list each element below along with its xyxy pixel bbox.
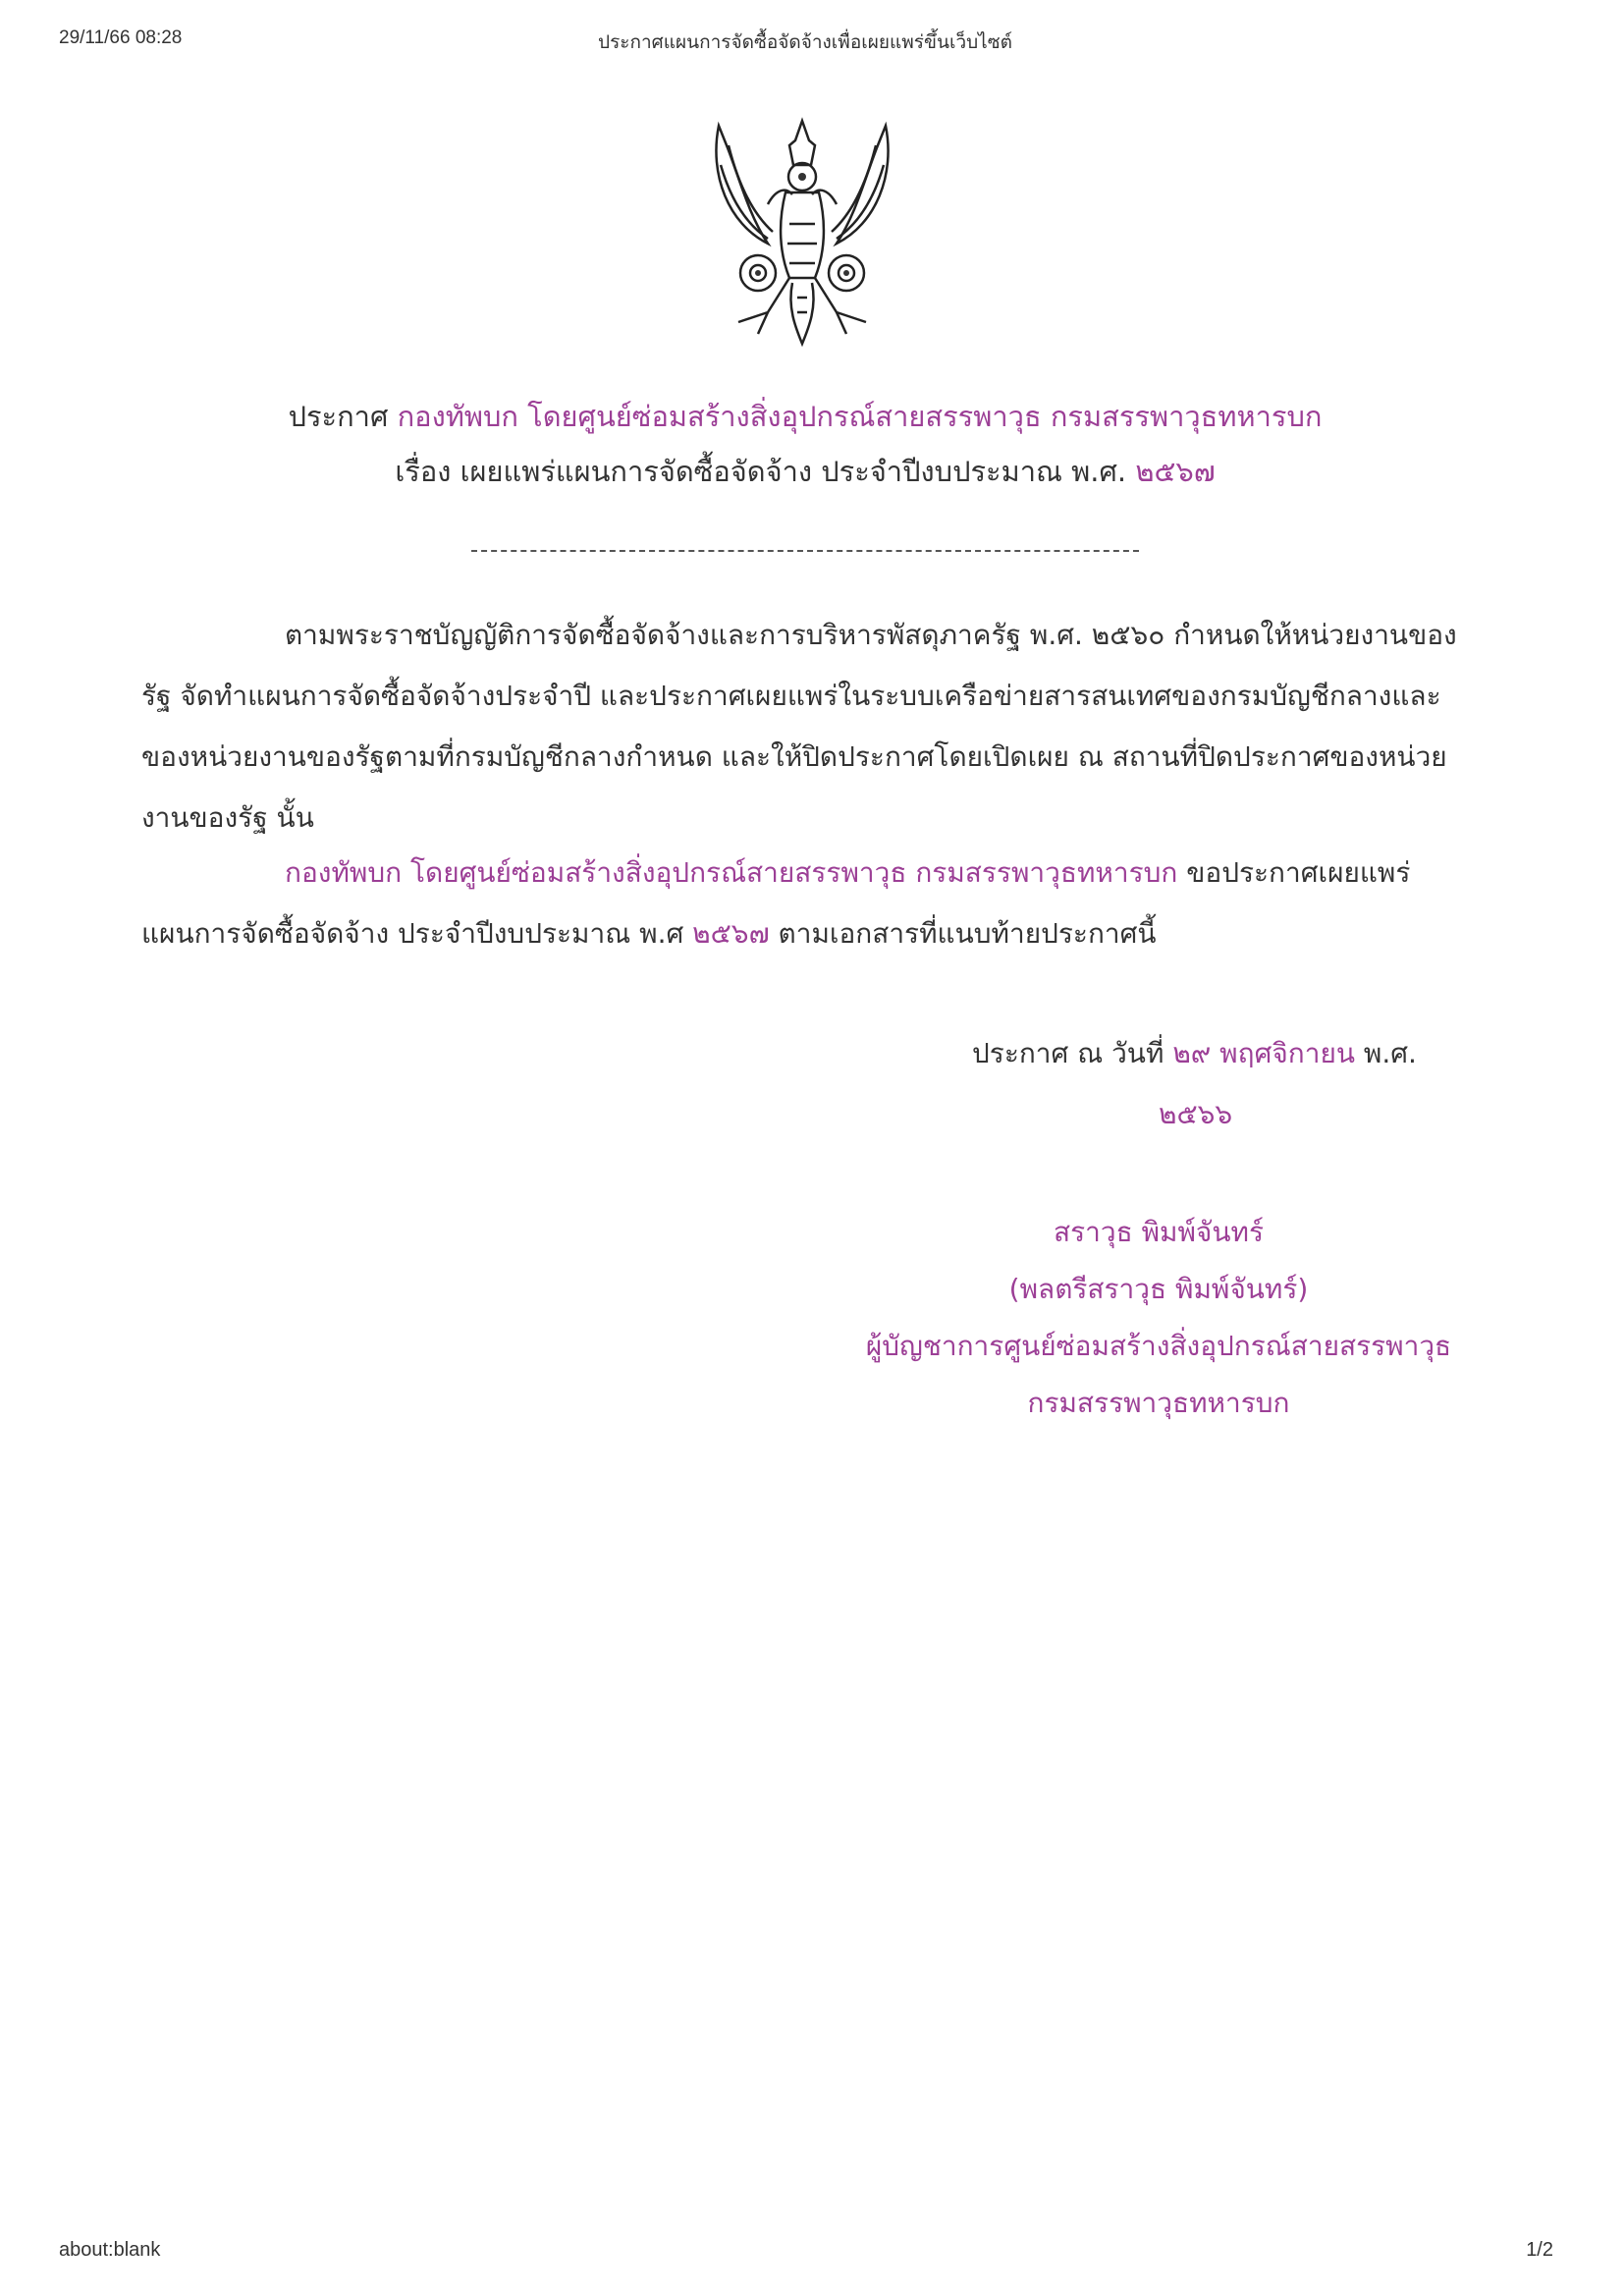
print-url: about:blank	[59, 2239, 161, 2261]
date-year: ๒๕๖๖	[1159, 1098, 1233, 1130]
title-line-2	[196, 444, 1414, 499]
announcement-date	[972, 1023, 1434, 1084]
signer-position: ผู้บัญชาการศูนย์ซ่อมสร้างสิ่งอุปกรณ์สายสรรพาวุธ	[865, 1330, 1452, 1362]
announcement-title	[196, 389, 1414, 499]
paragraph-2-end: ตามเอกสารที่แนบท้ายประกาศนี้	[769, 917, 1157, 950]
paragraph-2-year: ๒๕๖๗	[692, 917, 770, 950]
paragraph-1-text: ตามพระราชบัญญัติการจัดซื้อจัดจ้างและการบริหารพัสดุภาครัฐ พ.ศ. ๒๕๖๐ กำหนดให้หน่วยงานของรัฐ จัดทำแผนการจัดซื้อจัดจ้างประจำปี และประกาศเผยแพร่ในระบบเครือข่ายสารสนเทศของกรมบัญชีกลางและของหน่วยงานของรัฐตามที่กรมบัญชีกลางกำหนด และให้ปิดประกาศโดยเปิดเผย ณ สถานที่ปิดประกาศของหน่วยงานของรัฐ นั้น	[141, 619, 1457, 834]
signer-department: กรมสรรพาวุธทหารบก	[1027, 1387, 1290, 1419]
title-prefix: ประกาศ	[288, 400, 389, 433]
print-datetime: 29/11/66 08:28	[59, 27, 183, 48]
title-organization: กองทัพบก โดยศูนย์ซ่อมสร้างสิ่งอุปกรณ์สายสรรพาวุธ กรมสรรพาวุธทหารบก	[397, 400, 1323, 433]
dashed-divider	[471, 550, 1139, 552]
signed-name: สราวุธ พิมพ์จันทร์	[1054, 1216, 1264, 1248]
subject-text: เรื่อง เผยแพร่แผนการจัดซื้อจัดจ้าง ประจำปีงบประมาณ พ.ศ.	[395, 455, 1127, 488]
signature-block	[844, 1204, 1473, 1432]
body-paragraph-1	[141, 605, 1477, 848]
print-page-title: ประกาศแผนการจัดซื้อจัดจ้างเพื่อเผยแพร่ขึ้นเว็บไซต์	[598, 31, 1012, 53]
garuda-emblem-icon	[699, 116, 905, 352]
title-line-1	[196, 389, 1414, 444]
date-day-month: ๒๙ พฤศจิกายน	[1172, 1037, 1355, 1069]
paragraph-2-organization: กองทัพบก โดยศูนย์ซ่อมสร้างสิ่งอุปกรณ์สายสรรพาวุธ กรมสรรพาวุธทหารบก	[285, 856, 1178, 889]
signer-full-name: (พลตรีสราวุธ พิมพ์จันทร์)	[1008, 1273, 1309, 1305]
subject-year: ๒๕๖๗	[1135, 455, 1216, 488]
body-paragraph-2	[141, 843, 1477, 964]
date-era: พ.ศ.	[1363, 1037, 1417, 1069]
print-page-number: 1/2	[1526, 2239, 1553, 2261]
date-prefix: ประกาศ ณ วันที่	[972, 1037, 1164, 1069]
paragraph-2-text: ขอประกาศเผยแพร่แผนการจัดซื้อจัดจ้าง ประจำปีงบประมาณ พ.ศ	[141, 856, 1411, 950]
